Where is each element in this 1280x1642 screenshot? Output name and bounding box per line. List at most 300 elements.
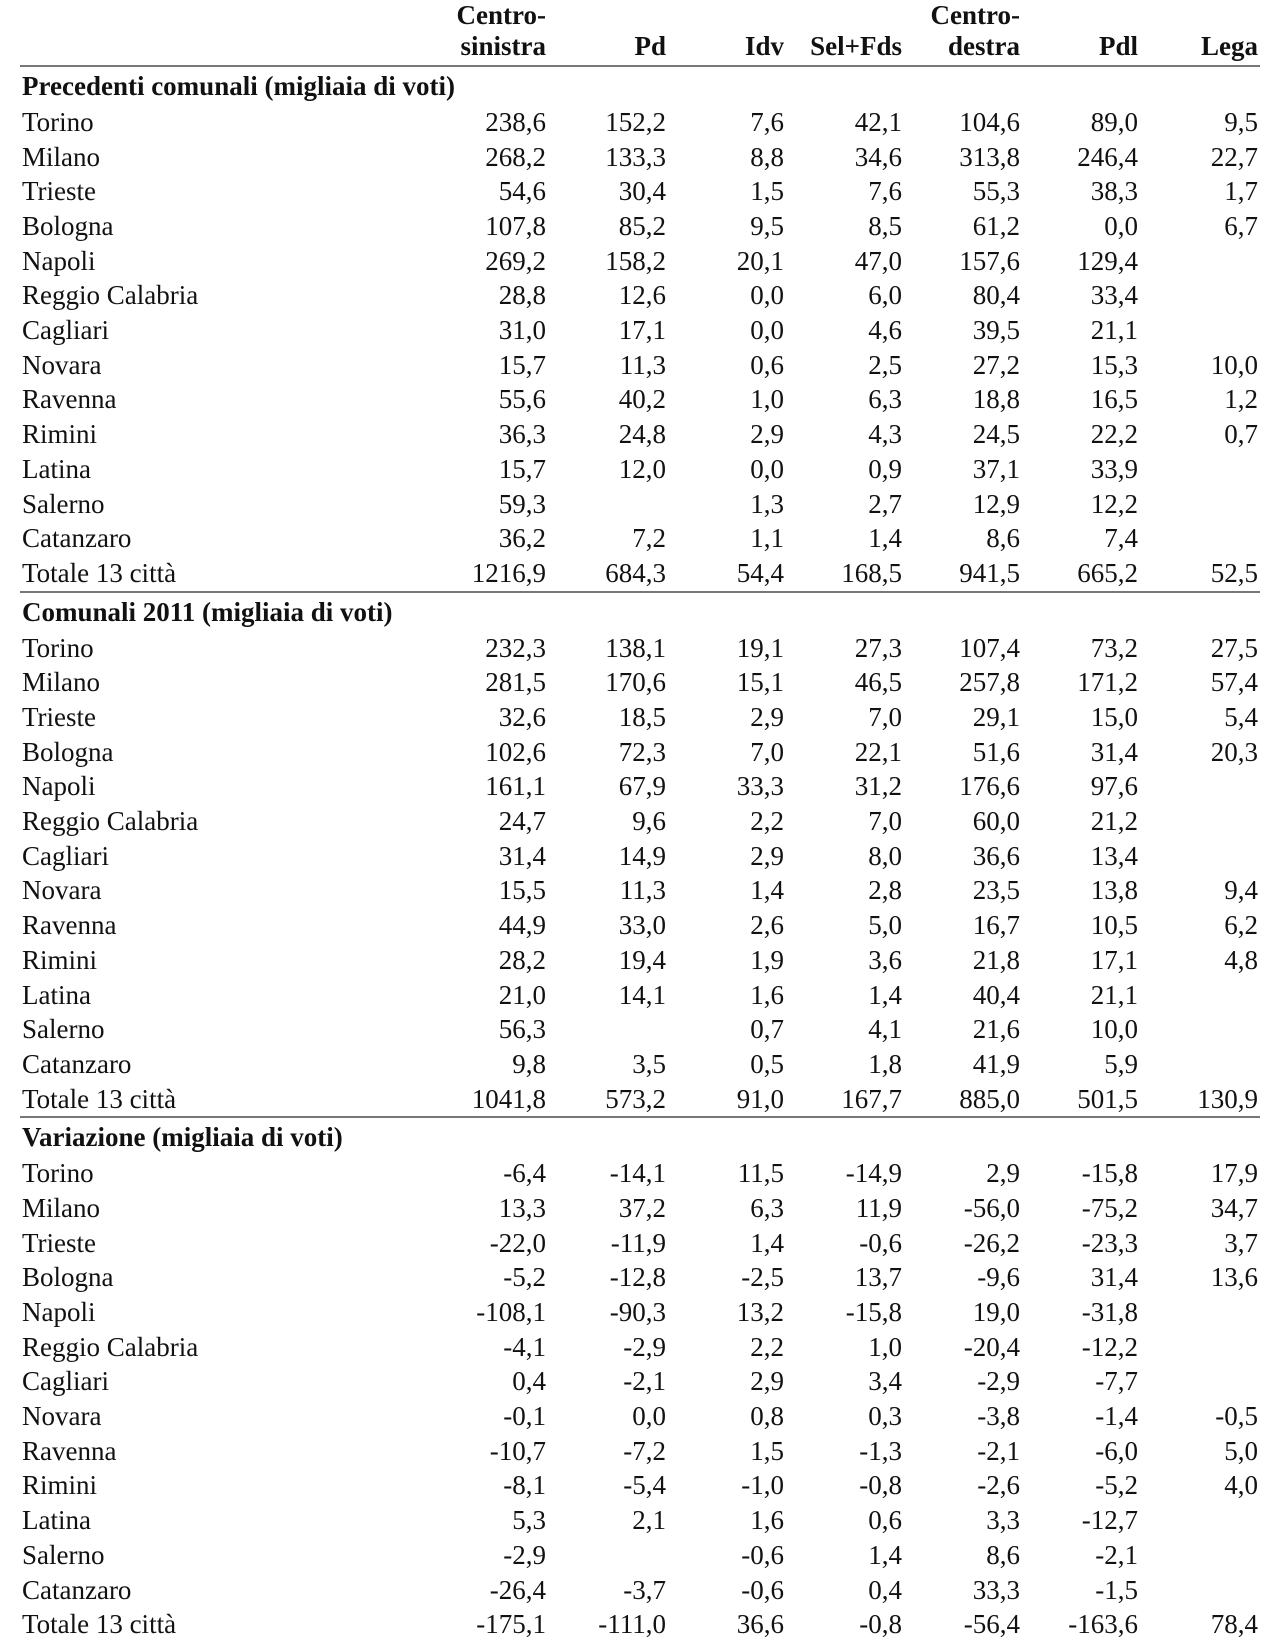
value-cell: 27,3: [854, 632, 902, 663]
value-cell: 1,7: [1224, 176, 1258, 207]
table-row: [20, 1330, 1260, 1365]
value-cell: 1,8: [868, 1048, 902, 1079]
total-value-cell: 78,4: [1210, 1609, 1258, 1640]
table-section: [20, 66, 1260, 592]
table-row: [20, 908, 1260, 943]
total-value-cell: 168,5: [786, 556, 904, 592]
value-cell: -0,6: [741, 1574, 784, 1605]
value-cell: 3,7: [1224, 1227, 1258, 1258]
total-value-cell: -111,0: [598, 1609, 666, 1640]
value-cell: 22,2: [1090, 419, 1138, 450]
city-name: Napoli: [22, 771, 96, 802]
section-title-row: [20, 592, 1260, 631]
value-cell: 1,4: [750, 1227, 784, 1258]
city-name: Rimini: [22, 944, 98, 975]
city-name: Reggio Calabria: [22, 1331, 199, 1362]
city-name: Salerno: [22, 488, 105, 519]
value-cell: 51,6: [972, 736, 1020, 767]
value-cell: 12,6: [618, 280, 666, 311]
value-cell: 4,3: [868, 419, 902, 450]
value-cell: 11,3: [619, 875, 666, 906]
value-cell: -2,1: [1095, 1539, 1138, 1570]
value-cell: 2,2: [750, 1331, 784, 1362]
value-cell: 37,1: [972, 453, 1020, 484]
value-cell: 2,2: [750, 806, 784, 837]
value-cell: -5,2: [1095, 1470, 1138, 1501]
value-cell: 1,5: [750, 176, 784, 207]
value-cell: -3,7: [623, 1574, 666, 1605]
table-row: [20, 770, 1260, 805]
table-row: [20, 1399, 1260, 1434]
city-name: Cagliari: [22, 1366, 109, 1397]
value-cell: 28,2: [498, 944, 546, 975]
value-cell: 10,5: [1090, 910, 1138, 941]
value-cell: 9,5: [1224, 106, 1258, 137]
value-cell: 1,4: [750, 875, 784, 906]
value-cell: 36,6: [972, 840, 1020, 871]
value-cell: 9,8: [512, 1048, 546, 1079]
value-cell: 2,9: [750, 840, 784, 871]
value-cell: 8,8: [750, 141, 784, 172]
value-cell: 21,1: [1090, 315, 1138, 346]
value-cell: 55,6: [498, 384, 546, 415]
value-cell: -31,8: [1081, 1297, 1138, 1328]
value-cell: -0,5: [1215, 1401, 1258, 1432]
city-name: Trieste: [22, 1227, 97, 1258]
value-cell: 67,9: [618, 771, 666, 802]
total-value-cell: 941,5: [904, 556, 1022, 592]
value-cell: 5,0: [868, 910, 902, 941]
value-cell: 170,6: [605, 667, 666, 698]
value-cell: 107,8: [485, 211, 546, 242]
votes-table: [20, 0, 1260, 1642]
city-name: Reggio Calabria: [22, 280, 199, 311]
value-cell: [1140, 1503, 1260, 1538]
value-cell: 5,3: [512, 1505, 546, 1536]
value-cell: -2,9: [503, 1539, 546, 1570]
value-cell: 21,2: [1090, 806, 1138, 837]
city-name: Trieste: [22, 702, 97, 732]
value-cell: 161,1: [485, 771, 546, 802]
value-cell: -0,8: [859, 1470, 902, 1501]
value-cell: 11,9: [855, 1192, 902, 1223]
value-cell: [1140, 1012, 1260, 1047]
value-cell: 42,1: [854, 106, 902, 137]
value-cell: 15,1: [736, 667, 784, 698]
value-cell: -6,0: [1095, 1435, 1138, 1466]
section-title-row: [20, 1117, 1260, 1156]
table-row: [20, 874, 1260, 909]
value-cell: 1,4: [868, 979, 902, 1010]
table-row: [20, 1573, 1260, 1608]
total-value-cell: 501,5: [1022, 1082, 1140, 1118]
value-cell: 7,6: [868, 176, 902, 207]
city-name: Rimini: [22, 419, 98, 450]
table-row: [20, 1503, 1260, 1538]
value-cell: 0,0: [632, 1401, 666, 1432]
value-cell: -12,8: [609, 1262, 666, 1293]
value-cell: 28,8: [498, 280, 546, 311]
total-label: Totale 13 città: [20, 1082, 420, 1118]
value-cell: 19,0: [972, 1297, 1020, 1328]
total-value-cell: 91,0: [668, 1082, 786, 1118]
table-row: [20, 735, 1260, 770]
city-name: Latina: [22, 979, 91, 1010]
city-name: Novara: [22, 1401, 102, 1432]
value-cell: 16,5: [1090, 384, 1138, 415]
value-cell: 34,7: [1210, 1192, 1258, 1223]
value-cell: -7,2: [623, 1435, 666, 1466]
city-name: Napoli: [22, 1297, 96, 1328]
value-cell: 7,2: [632, 523, 666, 554]
value-cell: 2,1: [632, 1505, 666, 1536]
value-cell: 4,0: [1224, 1470, 1258, 1501]
value-cell: 3,5: [632, 1048, 666, 1079]
value-cell: -26,2: [963, 1227, 1020, 1258]
value-cell: 89,0: [1090, 106, 1138, 137]
value-cell: 11,5: [737, 1158, 784, 1189]
city-name: Catanzaro: [22, 1048, 132, 1079]
city-name: Catanzaro: [22, 523, 132, 554]
column-header-sel-fds: [786, 0, 904, 66]
value-cell: 31,4: [1090, 736, 1138, 767]
value-cell: 5,4: [1224, 702, 1258, 732]
value-cell: -1,0: [741, 1470, 784, 1501]
city-name: Trieste: [22, 176, 97, 207]
value-cell: 7,0: [868, 806, 902, 837]
value-cell: 13,3: [498, 1192, 546, 1223]
column-header-pd: [548, 0, 668, 66]
value-cell: [1140, 487, 1260, 522]
value-cell: -0,1: [503, 1401, 546, 1432]
value-cell: 46,5: [854, 667, 902, 698]
city-name: Reggio Calabria: [22, 806, 199, 837]
value-cell: -7,7: [1095, 1366, 1138, 1397]
total-value-cell: -56,4: [963, 1609, 1020, 1640]
table-row: [20, 175, 1260, 210]
value-cell: 40,2: [618, 384, 666, 415]
value-cell: 7,0: [868, 702, 902, 732]
total-value-cell: 885,0: [904, 1082, 1022, 1118]
value-cell: 17,1: [618, 315, 666, 346]
column-header-lega: [1140, 0, 1260, 66]
value-cell: 72,3: [618, 736, 666, 767]
value-cell: -3,8: [977, 1401, 1020, 1432]
value-cell: -2,6: [977, 1470, 1020, 1501]
value-cell: 1,5: [750, 1435, 784, 1466]
value-cell: -2,9: [623, 1331, 666, 1362]
city-name: Cagliari: [22, 840, 109, 871]
city-name: Cagliari: [22, 315, 109, 346]
value-cell: 7,0: [750, 736, 784, 767]
city-name: Milano: [22, 1192, 100, 1223]
table-row: [20, 839, 1260, 874]
column-header-line2: sinistra: [460, 31, 546, 62]
value-cell: 232,3: [485, 632, 546, 663]
value-cell: 61,2: [972, 211, 1020, 242]
value-cell: 152,2: [605, 106, 666, 137]
table-row: [20, 313, 1260, 348]
value-cell: 15,0: [1090, 702, 1138, 732]
value-cell: 19,1: [736, 632, 784, 663]
value-cell: 3,3: [986, 1505, 1020, 1536]
value-cell: 104,6: [959, 106, 1020, 137]
total-label: Totale 13 città: [20, 556, 420, 592]
value-cell: 4,8: [1224, 944, 1258, 975]
value-cell: 0,9: [868, 453, 902, 484]
value-cell: 2,8: [868, 875, 902, 906]
city-name: Torino: [22, 106, 94, 137]
city-name: Torino: [22, 1158, 94, 1189]
value-cell: 32,6: [498, 702, 546, 732]
column-header-idv: [668, 0, 786, 66]
city-name: Rimini: [22, 1470, 98, 1501]
value-cell: 0,6: [750, 349, 784, 380]
value-cell: 23,5: [972, 875, 1020, 906]
value-cell: 138,1: [605, 632, 666, 663]
value-cell: 2,9: [750, 1366, 784, 1397]
total-value-cell: -175,1: [476, 1609, 546, 1640]
value-cell: -15,8: [1081, 1158, 1138, 1189]
value-cell: 17,9: [1210, 1158, 1258, 1189]
value-cell: 15,3: [1090, 349, 1138, 380]
value-cell: 24,5: [972, 419, 1020, 450]
city-name: Bologna: [22, 736, 114, 767]
value-cell: -56,0: [963, 1192, 1020, 1223]
value-cell: 3,4: [868, 1366, 902, 1397]
value-cell: -2,5: [741, 1262, 784, 1293]
table-row: [20, 1012, 1260, 1047]
value-cell: -0,6: [741, 1539, 784, 1570]
value-cell: 1,3: [750, 488, 784, 519]
value-cell: 4,1: [868, 1014, 902, 1045]
value-cell: 9,4: [1224, 875, 1258, 906]
value-cell: [548, 1012, 668, 1047]
value-cell: 1,0: [868, 1331, 902, 1362]
value-cell: -11,9: [610, 1227, 666, 1258]
value-cell: 1,4: [868, 1539, 902, 1570]
value-cell: 7,6: [750, 106, 784, 137]
value-cell: 31,2: [854, 771, 902, 802]
value-cell: -15,8: [845, 1297, 902, 1328]
value-cell: 0,8: [750, 1401, 784, 1432]
value-cell: -0,6: [859, 1227, 902, 1258]
value-cell: 8,6: [986, 1539, 1020, 1570]
table-row: [20, 105, 1260, 140]
value-cell: 0,0: [1104, 211, 1138, 242]
value-cell: -2,1: [623, 1366, 666, 1397]
value-cell: -1,3: [859, 1435, 902, 1466]
city-name: Salerno: [22, 1014, 105, 1045]
value-cell: 6,3: [868, 384, 902, 415]
total-value-cell: 36,6: [736, 1609, 784, 1640]
city-name: Bologna: [22, 1262, 114, 1293]
total-value-cell: 684,3: [548, 556, 668, 592]
value-cell: 1,1: [750, 523, 784, 554]
value-cell: -22,0: [489, 1227, 546, 1258]
section-title: Precedenti comunali (migliaia di voti): [22, 71, 455, 102]
table-section: [20, 592, 1260, 1118]
city-name: Novara: [22, 349, 102, 380]
value-cell: 24,7: [498, 806, 546, 837]
value-cell: 133,3: [605, 141, 666, 172]
value-cell: 129,4: [1077, 245, 1138, 276]
value-cell: 268,2: [485, 141, 546, 172]
value-cell: 0,0: [750, 315, 784, 346]
value-cell: 246,4: [1077, 141, 1138, 172]
total-value-cell: 52,5: [1140, 556, 1260, 592]
value-cell: 13,6: [1210, 1262, 1258, 1293]
table-row: [20, 487, 1260, 522]
column-header-line2: Idv: [744, 31, 784, 62]
value-cell: [1140, 1295, 1260, 1330]
column-header-line2: Pdl: [1098, 31, 1138, 62]
value-cell: 22,1: [854, 736, 902, 767]
table-row: [20, 1226, 1260, 1261]
value-cell: 57,4: [1210, 667, 1258, 698]
value-cell: 9,6: [632, 806, 666, 837]
value-cell: 0,0: [750, 453, 784, 484]
value-cell: -12,2: [1081, 1331, 1138, 1362]
value-cell: 73,2: [1090, 632, 1138, 663]
value-cell: 16,7: [972, 910, 1020, 941]
value-cell: 13,7: [854, 1262, 902, 1293]
total-label: Totale 13 città: [22, 1609, 177, 1640]
value-cell: 20,3: [1210, 736, 1258, 767]
value-cell: 30,4: [618, 176, 666, 207]
value-cell: 19,4: [618, 944, 666, 975]
total-value-cell: 54,4: [668, 556, 786, 592]
value-cell: [1140, 313, 1260, 348]
value-cell: [1140, 804, 1260, 839]
city-name: Bologna: [22, 211, 114, 242]
value-cell: -9,6: [977, 1262, 1020, 1293]
total-value-cell: -163,6: [1068, 1609, 1138, 1640]
value-cell: 157,6: [959, 245, 1020, 276]
table-row: [20, 244, 1260, 279]
value-cell: 15,5: [498, 875, 546, 906]
header-blank-cell: [20, 0, 420, 66]
total-row: [20, 1607, 1260, 1642]
city-name: Ravenna: [22, 384, 117, 415]
value-cell: 18,8: [972, 384, 1020, 415]
value-cell: 0,4: [868, 1574, 902, 1605]
value-cell: 85,2: [618, 211, 666, 242]
value-cell: 21,6: [972, 1014, 1020, 1045]
value-cell: 55,3: [972, 176, 1020, 207]
value-cell: 5,9: [1104, 1048, 1138, 1079]
value-cell: -8,1: [503, 1470, 546, 1501]
city-name: Torino: [22, 632, 94, 663]
value-cell: 7,4: [1104, 523, 1138, 554]
value-cell: 20,1: [736, 245, 784, 276]
table-row: [20, 978, 1260, 1013]
value-cell: [1140, 839, 1260, 874]
total-value-cell: 167,7: [786, 1082, 904, 1118]
header-row: [20, 0, 1260, 66]
value-cell: 44,9: [498, 910, 546, 941]
table-row: [20, 1047, 1260, 1082]
value-cell: -5,2: [503, 1262, 546, 1293]
section-title-row: [20, 66, 1260, 105]
city-name: Latina: [22, 1505, 91, 1536]
value-cell: 15,7: [498, 453, 546, 484]
value-cell: 10,0: [1090, 1014, 1138, 1045]
value-cell: -14,1: [609, 1158, 666, 1189]
table-row: [20, 1295, 1260, 1330]
value-cell: 33,3: [972, 1574, 1020, 1605]
value-cell: 15,7: [498, 349, 546, 380]
value-cell: 313,8: [959, 141, 1020, 172]
table-row: [20, 417, 1260, 452]
value-cell: 4,6: [868, 315, 902, 346]
total-value-cell: 665,2: [1022, 556, 1140, 592]
value-cell: 2,9: [750, 419, 784, 450]
column-header-centro-sinistra: [420, 0, 548, 66]
value-cell: -2,1: [977, 1435, 1020, 1466]
value-cell: [548, 1538, 668, 1573]
value-cell: 11,3: [619, 349, 666, 380]
value-cell: 0,5: [750, 1048, 784, 1079]
table-row: [20, 804, 1260, 839]
value-cell: 8,6: [986, 523, 1020, 554]
value-cell: 0,6: [868, 1505, 902, 1536]
value-cell: 39,5: [972, 315, 1020, 346]
city-name: Latina: [22, 453, 91, 484]
value-cell: 0,7: [1224, 419, 1258, 450]
value-cell: [1140, 244, 1260, 279]
value-cell: 56,3: [498, 1014, 546, 1045]
value-cell: 2,5: [868, 349, 902, 380]
value-cell: 2,9: [750, 702, 784, 732]
city-name: Ravenna: [22, 1435, 117, 1466]
value-cell: 1,4: [868, 523, 902, 554]
value-cell: 13,2: [736, 1297, 784, 1328]
value-cell: 54,6: [498, 176, 546, 207]
value-cell: 24,8: [618, 419, 666, 450]
value-cell: 269,2: [485, 245, 546, 276]
value-cell: 12,9: [972, 488, 1020, 519]
column-header-line2: Pd: [634, 31, 666, 62]
column-header-pdl: [1022, 0, 1140, 66]
value-cell: 38,3: [1090, 176, 1138, 207]
value-cell: 47,0: [854, 245, 902, 276]
table-row: [20, 452, 1260, 487]
value-cell: 27,5: [1210, 632, 1258, 663]
city-name: Milano: [22, 667, 100, 698]
table-row: [20, 1538, 1260, 1573]
table-row: [20, 1434, 1260, 1469]
value-cell: 27,2: [972, 349, 1020, 380]
column-header-line2: Lega: [1201, 31, 1258, 62]
table-row: [20, 631, 1260, 666]
value-cell: 97,6: [1090, 771, 1138, 802]
value-cell: 36,2: [498, 523, 546, 554]
total-value-cell: -0,8: [859, 1609, 902, 1640]
value-cell: [548, 487, 668, 522]
value-cell: 33,0: [618, 910, 666, 941]
total-value-cell: 1041,8: [420, 1082, 548, 1118]
total-row: [20, 556, 1260, 592]
table-row: [20, 1156, 1260, 1191]
value-cell: 12,2: [1090, 488, 1138, 519]
value-cell: 158,2: [605, 245, 666, 276]
table-row: [20, 1191, 1260, 1226]
value-cell: -4,1: [503, 1331, 546, 1362]
value-cell: 59,3: [498, 488, 546, 519]
value-cell: 9,5: [750, 211, 784, 242]
value-cell: 14,1: [618, 979, 666, 1010]
